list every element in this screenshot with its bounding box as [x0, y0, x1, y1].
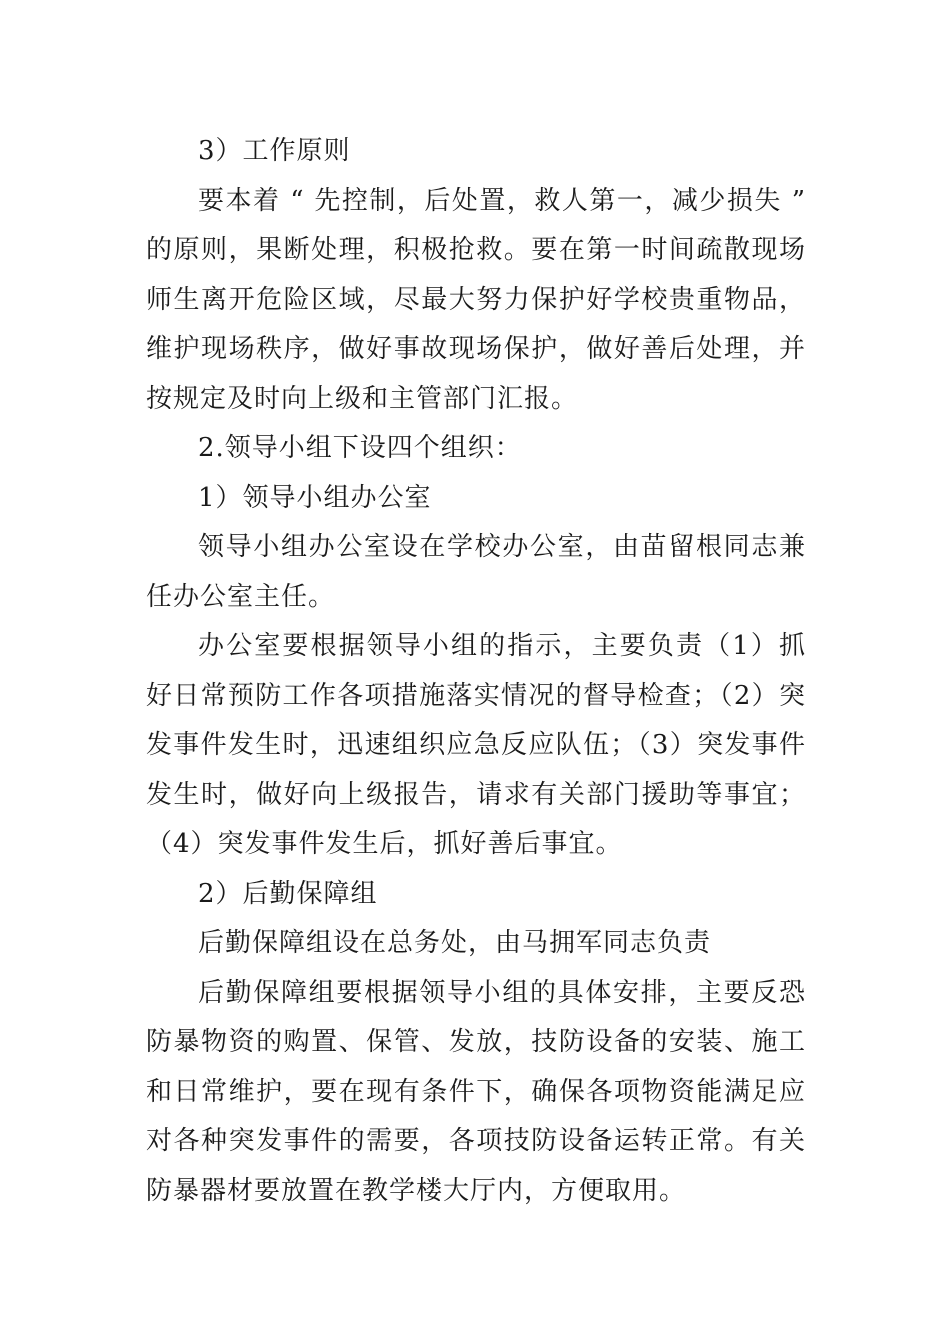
section-heading-four-organizations: 2.领导小组下设四个组织： [198, 433, 522, 463]
section-heading-leadership-office: 1）领导小组办公室 [198, 482, 432, 513]
section-heading-logistics-group: 2）后勤保障组 [198, 878, 378, 909]
paragraph-office-duties: 办公室要根据领导小组的指示，主要负责（1）抓好日常预防工作各项措施落实情况的督导检查；（2）突发事件发生时，迅速组织应急反应队伍；（3）突发事件发生时，做好向上级报告，请求有关部门援助等事宜；（4）突发事件发生后，抓好善后事宜。 [146, 631, 806, 859]
paragraph-logistics-location: 后勤保障组设在总务处，由马拥军同志负责 [198, 928, 712, 958]
paragraph-logistics-duties: 后勤保障组要根据领导小组的具体安排，主要反恐防暴物资的购置、保管、发放，技防设备的安装、施工和日常维护，要在现有条件下，确保各项物资能满足应对各种突发事件的需要，各项技防设备运转正常。有关防暴器材要放置在教学楼大厅内，方便取用。 [146, 977, 806, 1206]
paragraph-office-location: 领导小组办公室设在学校办公室，由苗留根同志兼任办公室主任。 [146, 532, 806, 612]
document-page [146, 127, 806, 1216]
section-heading-work-principles: 3）工作原则 [198, 136, 351, 166]
paragraph-work-principles-body: 要本着 “ 先控制，后处置，救人第一，减少损失 ” 的原则，果断处理，积极抢救。要在第一时间疏散现场师生离开危险区域，尽最大努力保护好学校贵重物品，维护现场秩序，做好事故现场保护，做好善后处理，并按规定及时向上级和主管部门汇报。 [146, 185, 806, 414]
